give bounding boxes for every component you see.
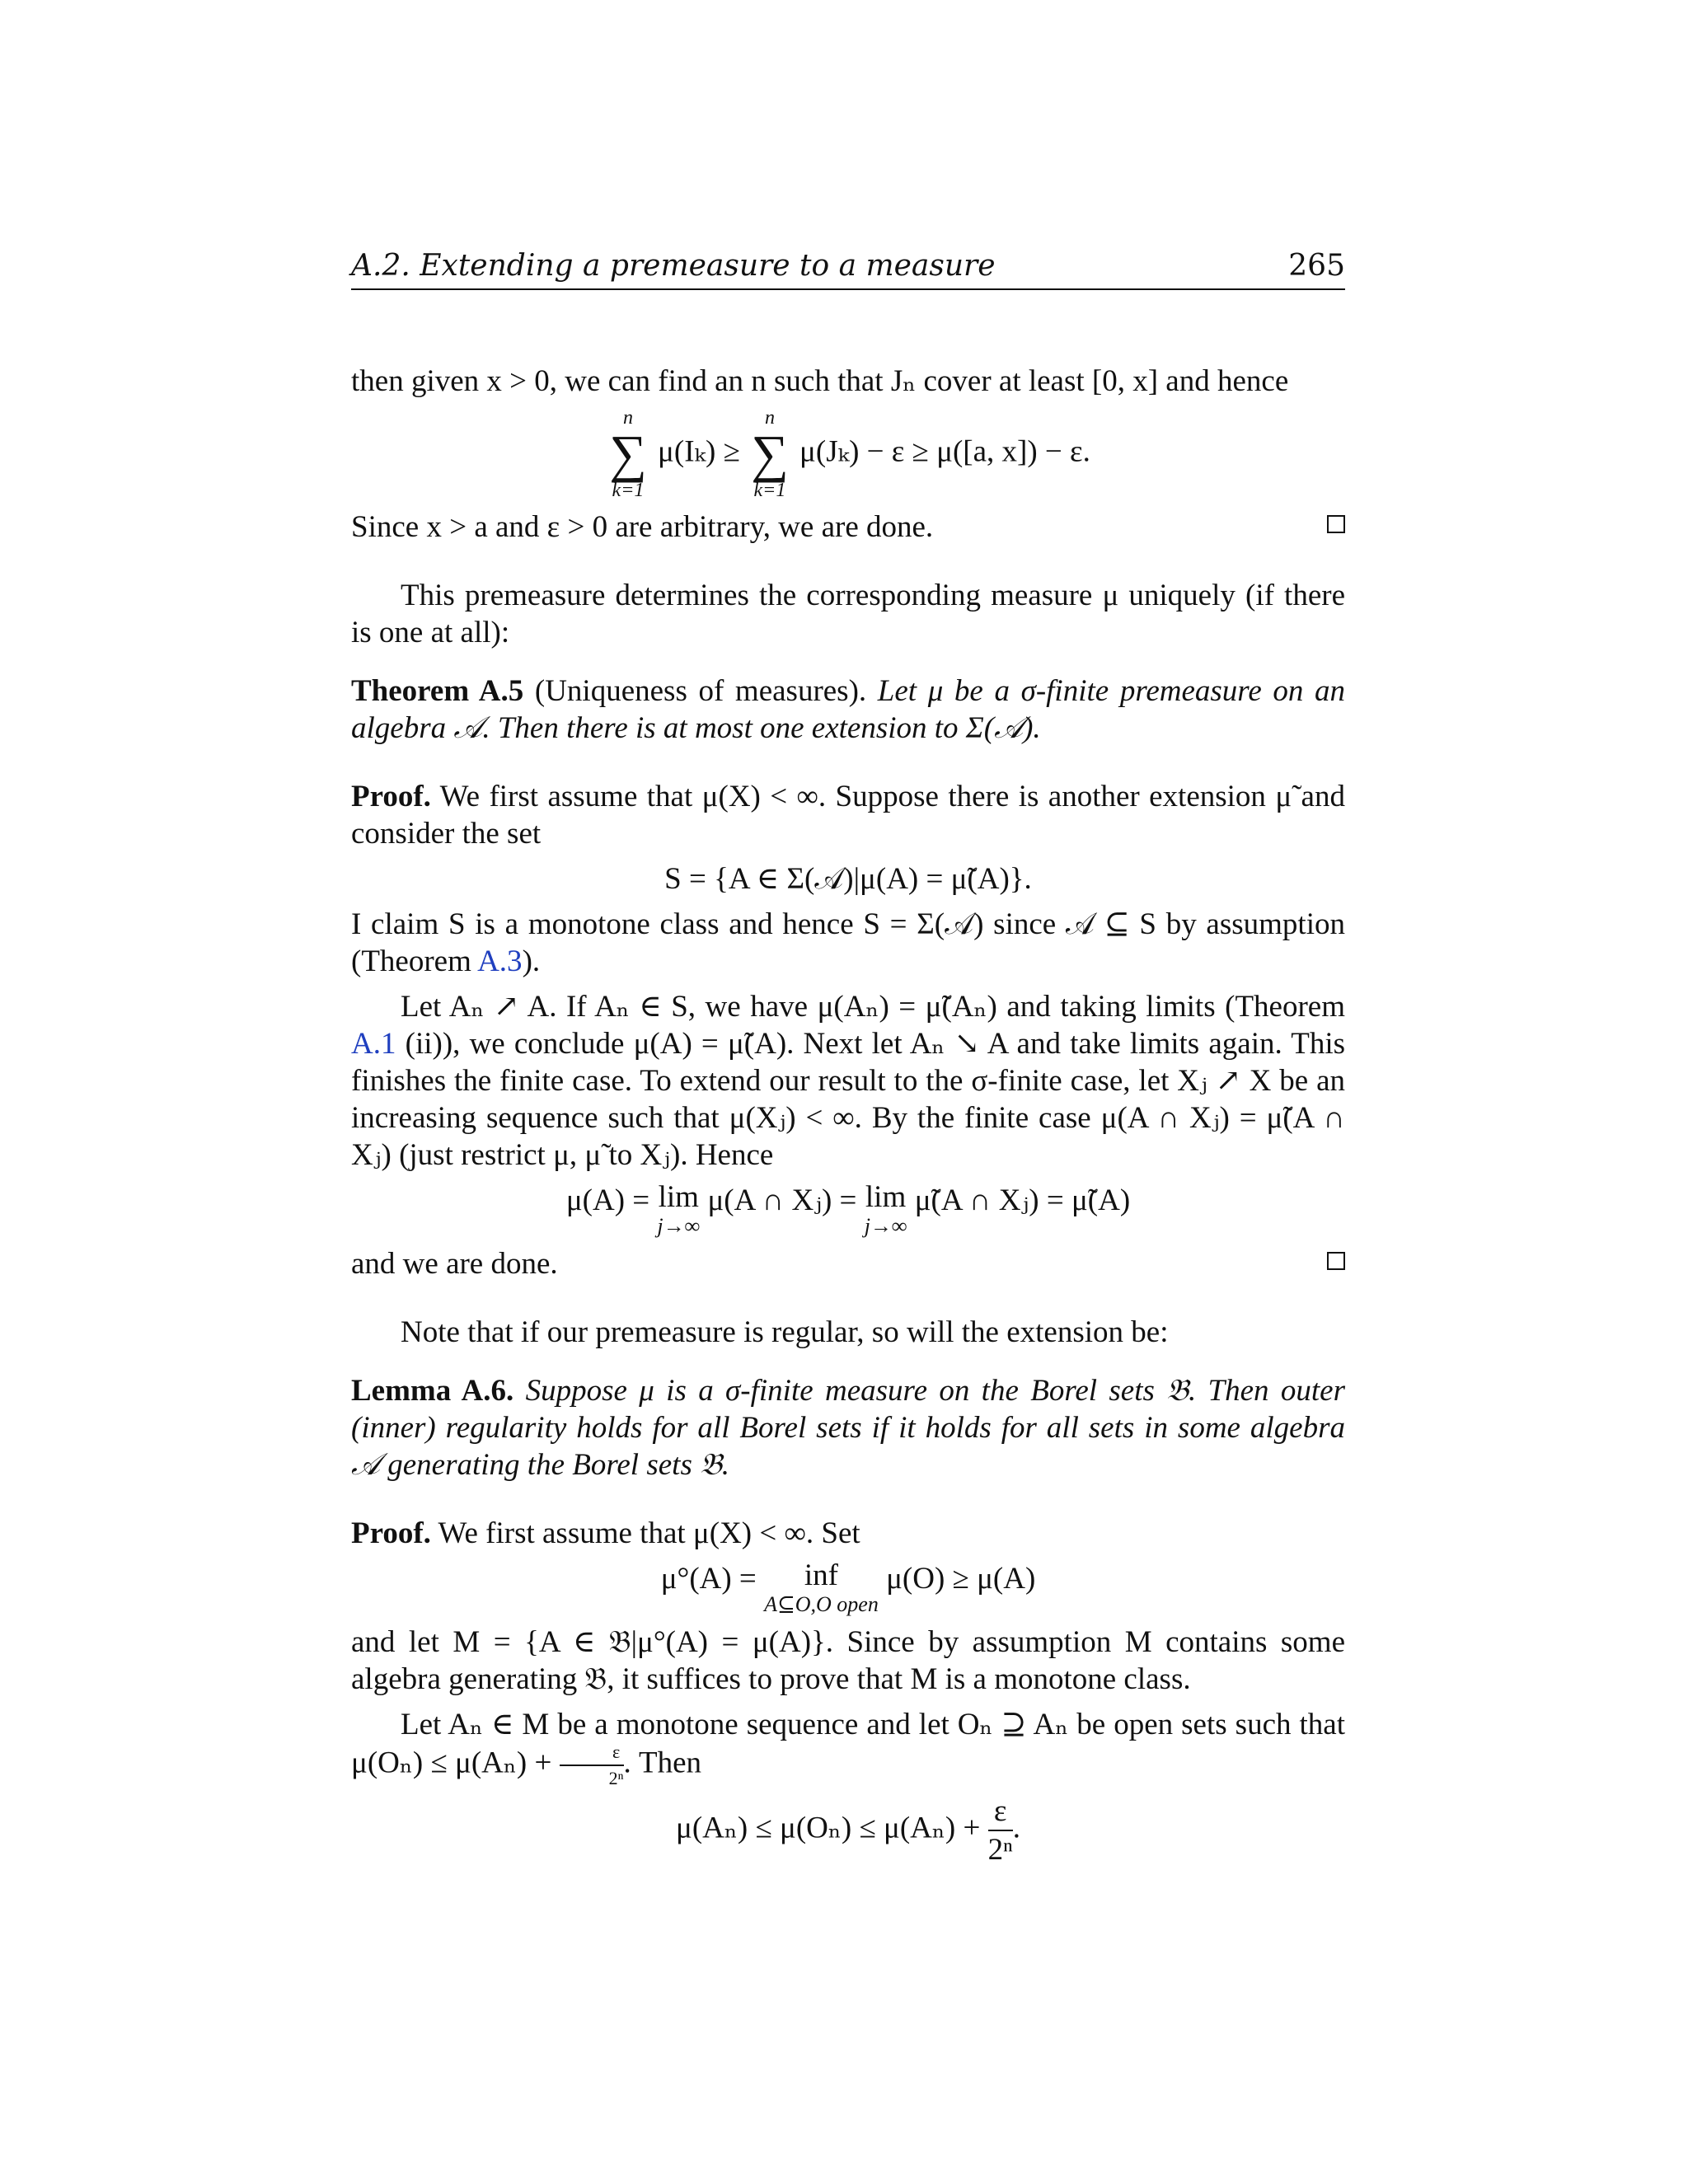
body-text xyxy=(351,363,1345,1873)
lemma xyxy=(351,1372,1345,1483)
paragraph-text: (ii)), we conclude μ(A) = μ̃(A). Next let Aₙ ↘ A and take limits again. This finishes the finite case. To extend our result to the σ-finite case, let Xⱼ ↗ X be an increasing sequence such that μ(Xⱼ) < ∞. By the finite case μ(A ∩ Xⱼ) = μ̃(A ∩ Xⱼ) (just restrict μ, μ̃ to Xⱼ). Hence xyxy=(351,1027,1345,1172)
theorem xyxy=(351,673,1345,747)
final-equation xyxy=(351,1796,1345,1865)
display-fraction xyxy=(988,1796,1013,1865)
frac-numerator: ε xyxy=(560,1743,624,1766)
eq-part: μ̃(A ∩ Xⱼ) = μ̃(A) xyxy=(914,1183,1131,1217)
eq-part: μ(A) = xyxy=(565,1183,650,1217)
frac-denominator: 2ⁿ xyxy=(987,1833,1013,1867)
sum-operator xyxy=(751,408,789,500)
eq-part: μ(A ∩ Xⱼ) = xyxy=(707,1183,857,1217)
paragraph-text: . Then xyxy=(623,1746,702,1780)
lim-subscript: j→∞ xyxy=(657,1214,701,1238)
paragraph: and let M = {A ∈ 𝔅|μ°(A) = μ(A)}. Since by assumption M contains some algebra generating 𝔅, it suffices to prove that M is a monotone class. xyxy=(351,1625,1345,1696)
paragraph-text: Let Aₙ ↗ A. If Aₙ ∈ S, we have μ(Aₙ) = μ̃(Aₙ) and taking limits (Theorem xyxy=(401,990,1345,1024)
paragraph xyxy=(351,988,1345,1174)
inf-equation xyxy=(351,1560,1345,1615)
proof xyxy=(351,1515,1345,1552)
eq-part: μ°(A) = xyxy=(660,1562,757,1596)
sigma-symbol: ∑ xyxy=(609,424,647,483)
theorem-link[interactable]: A.1 xyxy=(351,1027,396,1061)
inline-fraction xyxy=(560,1743,624,1788)
proof-label: Proof. xyxy=(351,1516,431,1550)
sum-lower: k=1 xyxy=(612,480,645,501)
set-equation: S = {A ∈ Σ(𝒜)|μ(A) = μ̃(A)}. xyxy=(664,862,1032,896)
lim-operator xyxy=(865,1182,907,1237)
sum-upper: n xyxy=(622,407,633,429)
paragraph: This premeasure determines the corresponding measure μ uniquely (if there is one at all): xyxy=(351,579,1345,649)
sum-equation xyxy=(351,408,1345,500)
inf-operator xyxy=(764,1560,879,1615)
proof-text: We first assume that μ(X) < ∞. Set xyxy=(438,1516,860,1550)
paragraph xyxy=(351,1245,1345,1282)
theorem-name: (Uniqueness of measures). xyxy=(534,674,867,708)
qed-square-icon xyxy=(1327,1252,1345,1270)
paragraph-text: I claim S is a monotone class and hence S = Σ(𝒜) since 𝒜 ⊆ S by assumption (Theorem xyxy=(351,907,1345,978)
paragraph-text: and we are done. xyxy=(351,1247,558,1281)
paragraph-text: ). xyxy=(522,944,541,978)
theorem-label: Theorem A.5 xyxy=(351,674,524,708)
running-header xyxy=(351,246,1345,290)
lim-operator xyxy=(657,1182,700,1237)
lim-text: lim xyxy=(865,1180,907,1214)
inf-text: inf xyxy=(804,1558,838,1592)
sum-lower: k=1 xyxy=(753,480,786,501)
paragraph: then given x > 0, we can find an n such that Jₙ cover at least [0, x] and hence xyxy=(351,364,1289,398)
lemma-label: Lemma A.6. xyxy=(351,1374,514,1408)
qed-square-icon xyxy=(1327,515,1345,533)
lemma-body: Suppose μ is a σ-finite measure on the Borel sets 𝔅. Then outer (inner) regularity holds for all Borel sets if it holds for all sets in some algebra 𝒜 generating the Borel sets 𝔅. xyxy=(351,1374,1345,1482)
eq-part: μ(Aₙ) ≤ μ(Oₙ) ≤ μ(Aₙ) + xyxy=(675,1811,981,1845)
proof-label: Proof. xyxy=(351,780,431,813)
sum-upper: n xyxy=(764,407,775,429)
theorem-link[interactable]: A.3 xyxy=(477,944,523,978)
sum-term: μ(Iₖ) ≥ xyxy=(658,434,740,469)
frac-numerator: ε xyxy=(988,1796,1013,1831)
sigma-symbol: ∑ xyxy=(751,424,789,483)
paragraph-text: Let Aₙ ∈ M be a monotone sequence and let Oₙ ⊇ Aₙ be open sets such that μ(Oₙ) ≤ μ(Aₙ) + xyxy=(351,1708,1345,1780)
eq-part: μ(O) ≥ μ(A) xyxy=(886,1562,1036,1596)
paragraph xyxy=(351,509,1345,546)
sum-term: μ(Jₖ) − ε ≥ μ([a, x]) − ε. xyxy=(799,434,1090,469)
paragraph: Note that if our premeasure is regular, so will the extension be: xyxy=(401,1315,1169,1349)
theorem-body: Let μ be a σ-finite premeasure on an algebra 𝒜. Then there is at most one extension to Σ(𝒜). xyxy=(351,674,1346,745)
frac-denominator: 2ⁿ xyxy=(608,1768,624,1788)
limit-equation xyxy=(351,1182,1345,1237)
eq-part: . xyxy=(1012,1811,1020,1845)
sum-operator xyxy=(609,408,647,500)
paragraph xyxy=(351,1706,1345,1788)
paragraph xyxy=(351,906,1345,980)
proof xyxy=(351,778,1345,852)
proof-text: We first assume that μ(X) < ∞. Suppose there is another extension μ̃ and consider the set xyxy=(351,780,1345,851)
paragraph-text: Since x > a and ε > 0 are arbitrary, we are done. xyxy=(351,510,934,544)
lim-text: lim xyxy=(658,1180,699,1214)
inf-subscript: A⊆O,O open xyxy=(764,1592,879,1616)
page-number: 265 xyxy=(1288,249,1345,283)
lim-subscript: j→∞ xyxy=(864,1214,907,1238)
section-title: A.2. Extending a premeasure to a measure xyxy=(351,249,996,283)
